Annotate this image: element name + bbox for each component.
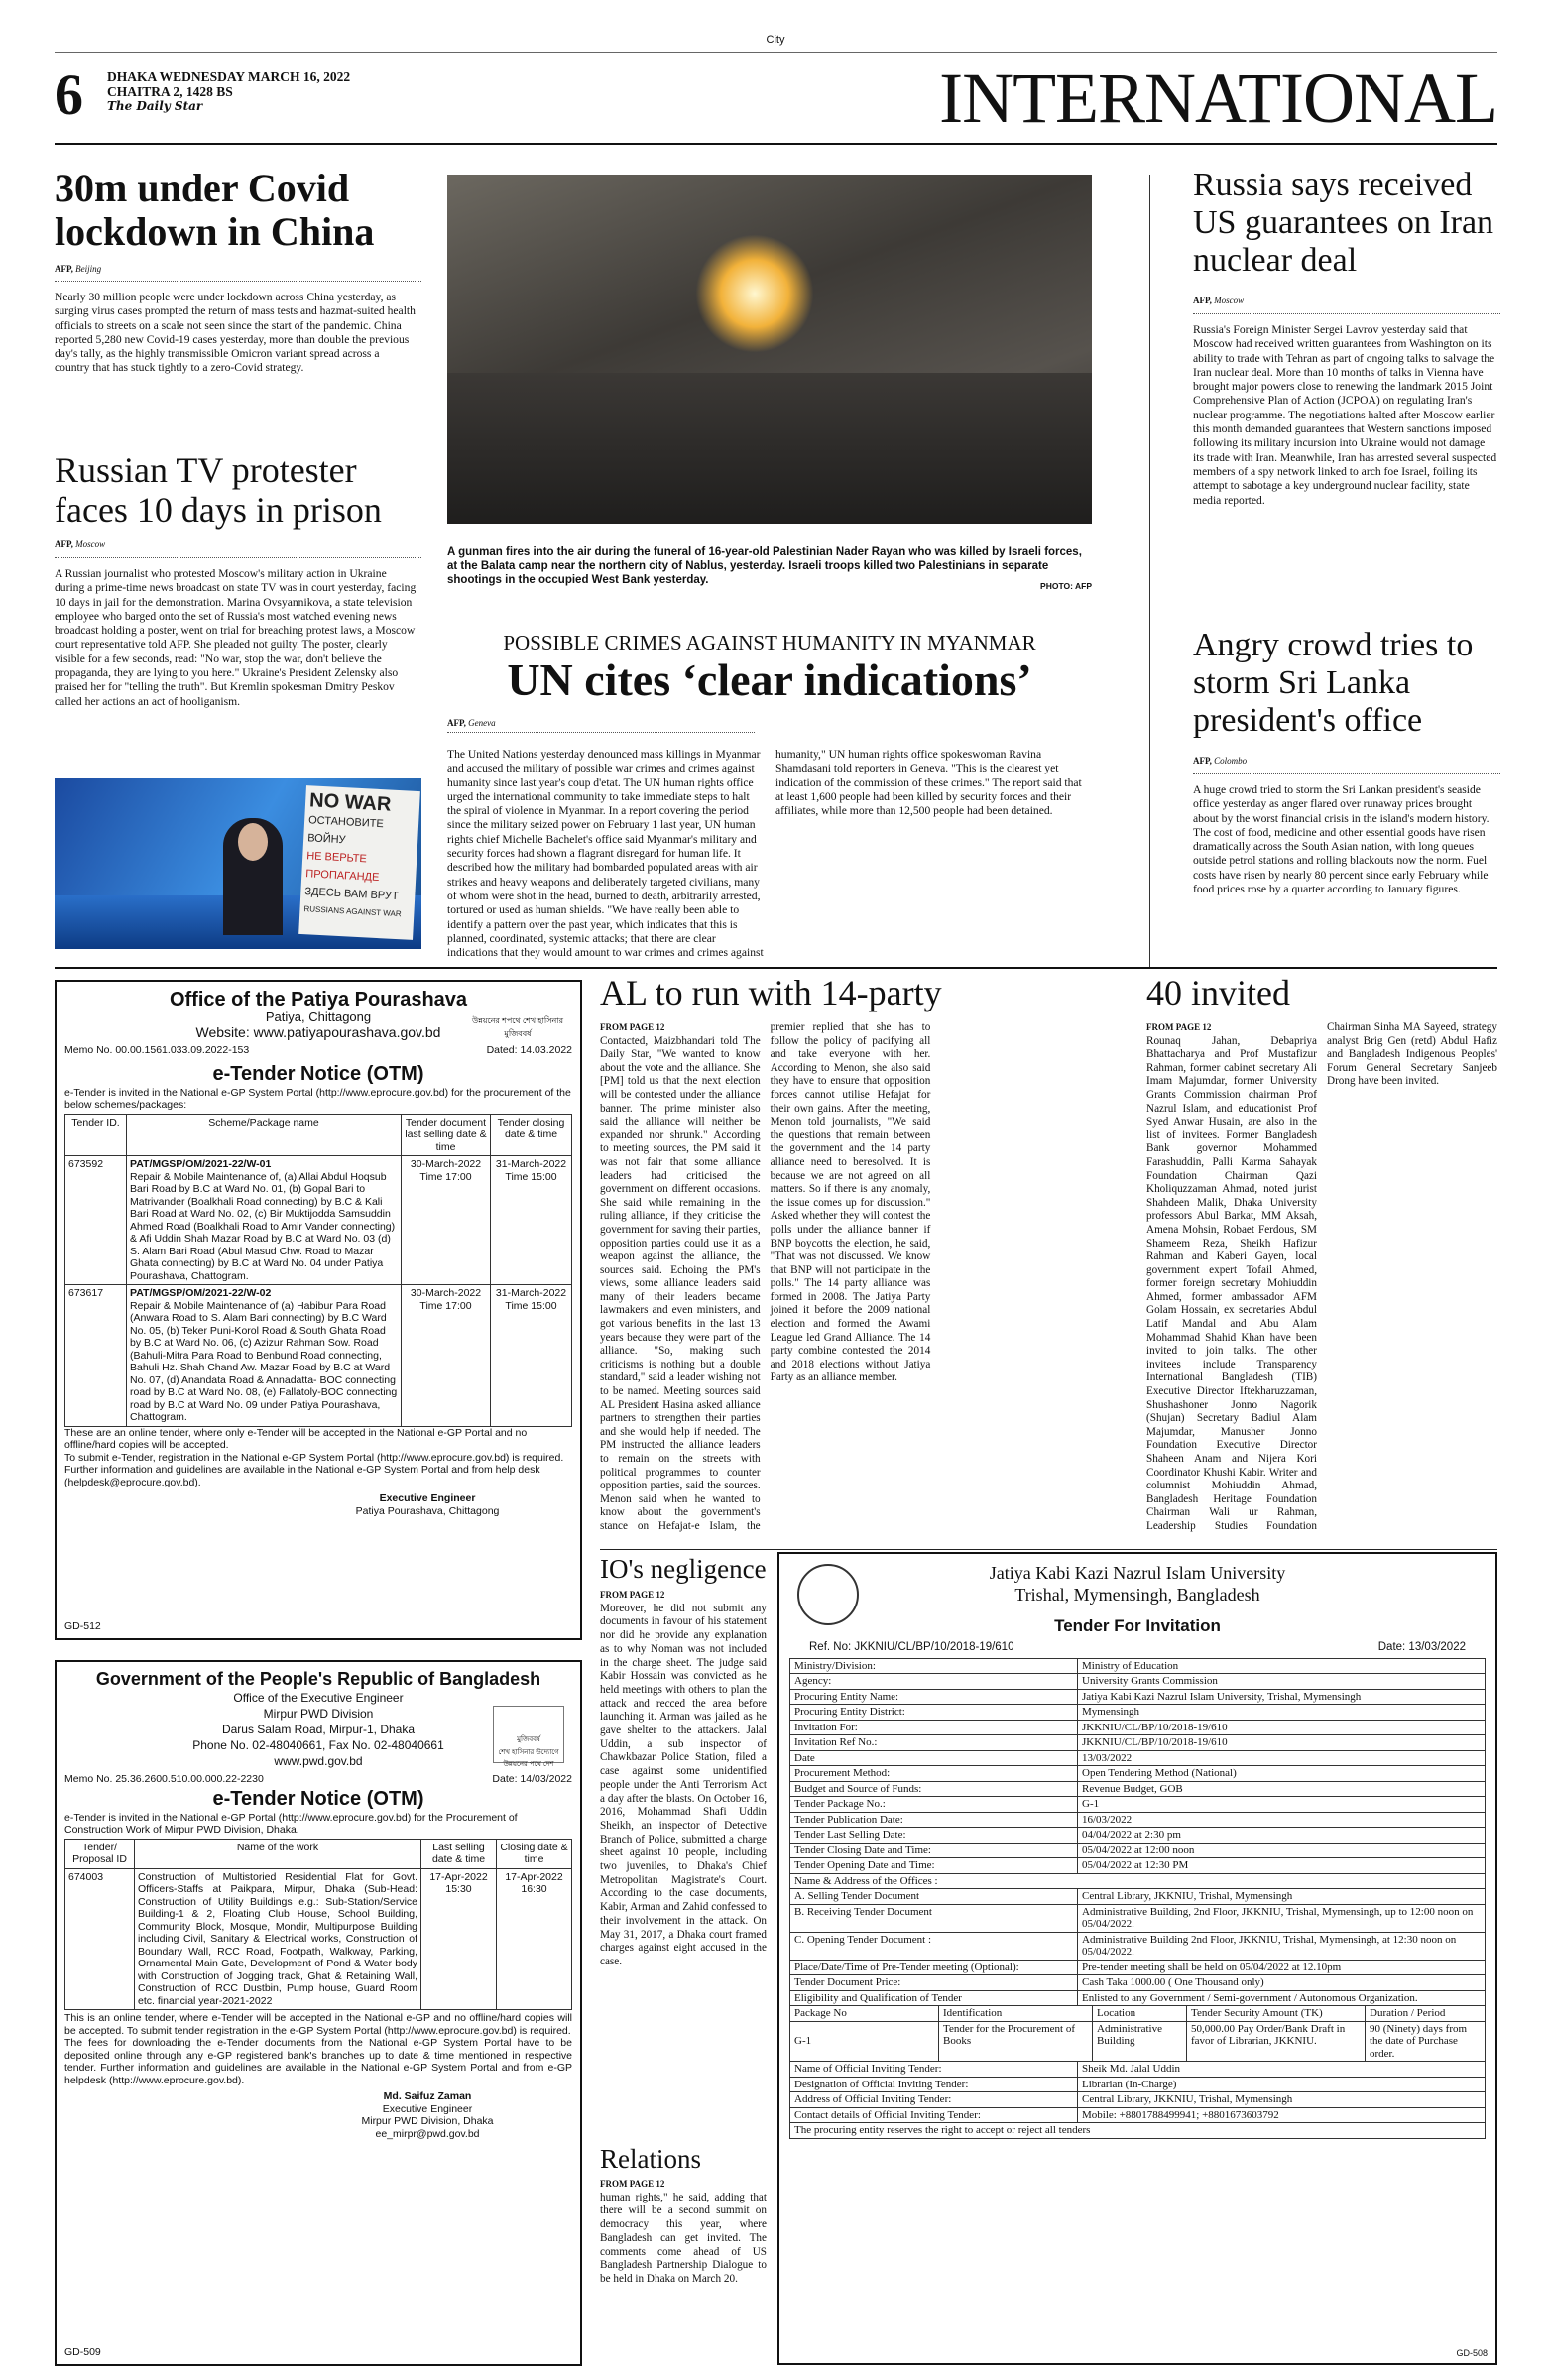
table-row: Tender Package No.: G-1 xyxy=(790,1797,1486,1813)
running-head: City xyxy=(766,34,785,46)
table-row: 674003 Construction of Multistoried Residential Flat for Govt. Officers-Staffs at Paikpara, Mirpur, Dhaka (Sub-Head: Construction of Utility Buildings e.g.: Sub-Station/Service Building-1 & 2, Floating Club House, School Building, Community Block, Mosque, Mondir, Multipurpose Building including Civil, Sanitary & Electrical works, Construction of Boundary Wall, RCC Road, Footpath, Walkway, Parking, Ornamental Main Gate, Development of Pond & Water body with Construction of Jogging track, Ghat & Retaining Wall, Construction of RCC Dustbin, Pump house, Guard Room etc. financial year-2021-2022 17-Apr-2022 15:30 17-Apr-2022 16:30 xyxy=(65,1868,572,2010)
article-lanka: A huge crowd tried to storm the Sri Lankan president's seaside office yesterday as anger flared over runaway prices brought about by the worst financial crisis in the island's modern history. The cost of food, medicine and other essential goods have risen dramatically across the South Asian nation, with long queues outside petrol stations and rolling blackouts now the norm. Fuel costs have risen by nearly 80 percent since early February while food prices rose by a quarter according to January figures. xyxy=(1193,783,1490,896)
table-row: Procuring Entity Name: Jatiya Kabi Kazi Nazrul Islam University, Trishal, Mymensingh xyxy=(790,1689,1486,1705)
headline-covid: 30m under Covid lockdown in China xyxy=(55,167,375,254)
article-relations: FROM PAGE 12 human rights," he said, adding that there will be a second summit on democracy this year, where Bangladesh can get invited. The comments come ahead of US Bangladesh Partnership Dialogue to be held in Dhaka on March 20. xyxy=(600,2179,767,2285)
headline-40: 40 invited xyxy=(1146,973,1290,1012)
ad-title: Office of the Patiya Pourashava xyxy=(169,989,468,1011)
page-number: 6 xyxy=(55,65,83,125)
article-un: The United Nations yesterday denounced mass killings in Myanmar and accused the military of possible war crimes and crimes against humanity since last year's coup d'etat. The UN human rights office urged the international community to take immediate steps to halt the spiral of violence in Myanmar. In a report covering the period since the military seized power on February 1 last year, UN human rights chief Michelle Bachelet's office said Myanmar's military and security forces had shown a flagrant disregard for human life. It described how the military had bombarded populated areas with air strikes and heavy weapons and deliberately targeted civilians, many of whom were shot in the head, burned to death, arbitrarily arrested, tortured or used as human shields. "We have really been able to identify a pattern over the past year, which indicates that this is planned, coordinated, systemic attacks; that there are clear indications that they would amount to war crimes and crimes against humanity," UN human rights office spokeswoman Ravina Shamdasani told reporters in Geneva. "This is the clearest yet indication of the commission of these crimes." The report said that at least 1,600 people had been killed by security forces and their affiliates, while more than 12,500 people had been detained. xyxy=(447,748,1082,960)
table-row: Address of Official Inviting Tender: Central Library, JKKNIU, Trishal, Mymensingh xyxy=(790,2092,1486,2108)
table-row: Invitation Ref No.: JKKNIU/CL/BP/10/2018-19/610 xyxy=(790,1735,1486,1751)
table-row: Date 13/03/2022 xyxy=(790,1750,1486,1766)
table-row: A. Selling Tender Document Central Library, JKKNIU, Trishal, Mymensingh xyxy=(790,1889,1486,1905)
ad-pwd-tender: Government of the People's Republic of Bangladesh Office of the Executive Engineer Mirpur PWD Division Darus Salam Road, Mirpur-1, Dhaka Phone No. 02-48040661, Fax No. 02-48040661 www.pwd.gov.bd মুজিববর্ষ শেখ হাসিনার উদ্যোগে উন্নয়নের পথে দেশ Memo No. 25.36.2600.510.00.000.22-2230 Date: 14/03/2022 e-Tender Notice (OTM) e-Tender is invited in the National e-GP Portal (http://www.eprocure.gov.bd) for the Procurement of Construction Work of Mirpur PWD Division, Dhaka. Tender/ Proposal ID Name of the work Last selling date & time Closing date & time 674003 Construction of Multistoried Residential Flat for Govt. Officers-Staffs at Paikpara, Mirpur, Dhaka (Sub-Head: Construction of Utility Buildings e.g.: Sub-Station/Service Building-1 & 2, Floating Club House, School Building, Community Block, Mosque, Mondir, Multipurpose Building including Civil, Sanitary & Electrical works, Construction of Boundary Wall, RCC Road, Footpath, Walkway, Parking, Ornamental Main Gate, Development of Pond & Water body with Construction of Jogging track, Ghat & Retaining Wall, Construction of RCC Dustbin, Pump house, Guard Room etc. financial year-2021-2022 17-Apr-2022 15:30 17-Apr-2022 16:30 This is an online tender, where e-Tender will be accepted in the National e-GP and no offline/hard copies will be accepted. To submit tender registration in the e-GP System Portal (http://www.eprocure.gov.bd) is required. The fees for downloading the e-Tender documents from the National e-GP System Portal have to be deposited online through any e-GP registered bank's branches up to date & time mentioned in respective tender. Further information and guidelines are available in the National e-GP System Portal and from e-GP helpdesk (http://www.eprocure.gov.bd). Md. Saifuz Zaman Executive Engineer Mirpur PWD Division, Dhaka ee_mirpr@pwd.gov.bd GD-509 xyxy=(55,1660,582,2366)
dateline xyxy=(107,69,424,114)
article-40: FROM PAGE 12 Rounaq Jahan, Debapriya Bhattacharya and Prof Mustafizur Rahman, former cabinet secretary Ali Imam Majumdar, former University Grants Commission chairman Prof Nazrul Islam, and educationist Prof Syed Anwar Husain, are also in the list of invitees. Former Bangladesh Bank governor Mohammed Farashuddin, Palli Karma Sahayak Foundation Chairman Qazi Kholiquzzaman Ahmad, noted jurist Shahdeen Malik, Dhaka University professors Abul Barkat, MM Aksah, Amena Mohsin, Robaet Ferdous, SM Shameem Reza, Sheikh Hafizur Rahman and Kaberi Gayen, local government expert Tofail Ahmed, former foreign secretary Mohiuddin Ahmed, former ambassador AFM Golam Hossain, ex secretaries Abdul Latif Mandal and Abu Alam Mohammad Shahid Khan have been invited to join talks. The other invitees include Transparency International Bangladesh (TIB) Executive Director Iftekharuzzaman, Shushashoner Jonno Nagorik (Shujan) Secretary Badiul Alam Majumdar, Manusher Jonno Foundation Executive Director Shaheen Anam and Nijera Kori Coordinator Khushi Kabir. Writer and columnist Mohiuddin Ahmad, Bangladesh Heritage Foundation Chairman Wali ur Rahman, Leadership Studies Foundation Chairman Sinha MA Sayeed, strategy analyst Brig Gen (retd) Abdul Hafiz and Bangladesh Indigenous Peoples' Forum General Secretary Sanjeeb Drong have been invited. xyxy=(1146,1021,1497,1532)
university-logo xyxy=(797,1564,859,1625)
article-al: FROM PAGE 12 Contacted, Maizbhandari told The Daily Star, "We wanted to know about the vote and the alliance. She [PM] told us that the next election will be contested under the alliance banner. The prime minister also said the alliance will neither be expanded nor shrunk." According to meeting sources, the PM said it was not fair that some alliance leaders had criticised the government on different occasions. She said while remaining in the ruling alliance, if they criticise the government for saving their parties, opposition parties could use it as a weapon against the alliance, the sources said. Echoing the PM's views, some alliance leaders said many of their leaders became lawmakers and even ministers, and got various benefits in the last 13 years because they were part of the alliance. "So, making such criticisms is nothing but a double standard," said a leader wishing not to be named. Meeting sources said AL President Hasina asked alliance partners to strengthen their parties and she would help if needed. The PM instructed the alliance leaders to remain on the streets with political programmes to counter opposition parties, said the sources. Menon said when he wanted to know about the government's stance on Hefajat-e Islam, the premier replied that she has to follow the policy of pacifying all and take everyone with her. According to Menon, she also said they have to ensure that opposition forces cannot utilise Hefajat for their own gains. After the meeting, Menon told journalists, "We said the questions that remain between the government and the 14 party alliance need to beresolved. It is because we are not agreed on all matters. So if there is any anomaly, the issue comes up for discussion." Asked whether they will contest the polls under the alliance banner if BNP boycotts the election, he said, "That was not discussed. We know that BNP will not participate in the polls." The 14 party alliance was formed in 2008. The Jatiya Party joined it before the 2009 national election and formed the Awami League led Grand Alliance. The 14 party combine contested the 2014 and 2018 elections without Jatiya Party as an alliance member. xyxy=(600,1021,931,1532)
table-row: 673592 PAT/MGSP/OM/2021-22/W-01 Repair & Mobile Maintenance of, (a) Allai Abdul Hoqsub Bari Road by B.C at Ward No. 01, (b) Gopal Bari to Matrivander (Boalkhali Road connecting) by B.C & Kali Bari Road at Ward No. 02, (c) Bir Muktijodda Samsuddin Ahmed Road (Boalkhali Road to Amir Vander connecting) & Afi Uddin Shah Mazar Road by B.C at Ward No. 03 (d) S. Alam Bari Road (Abul Masud Chw. Road to Mazar Ghata connecting) by B.C at Ward No. 04 under Patiya Pourashava, Chattogram. 30-March-2022 Time 17:00 31-March-2022 Time 15:00 xyxy=(65,1156,572,1285)
article-tv: A Russian journalist who protested Moscow's military action in Ukraine during a prime-time news broadcast on state TV was in court yesterday, facing 10 days in jail for the demonstration. Marina Ovsyannikova, a state television employee who barged onto the set of Russia's most watched evening news broadcast holding a poster, went on trial for breaching protest laws, a Moscow court representative told AFP. She pleaded not guilty. The poster, clearly visible for a few seconds, read: "No war, stop the war, don't believe the propaganda, they are lying to you here." Ukraine's President Zelensky also praised her for "telling the truth". But Kremlin spokesman Dmitry Peskov called her actions an act of hooliganism. xyxy=(55,567,417,708)
photo-caption: A gunman fires into the air during the funeral of 16-year-old Palestinian Nader Rayan who was killed by Israeli forces, at the Balata camp near the northern city of Nablus, yesterday. Israeli troops killed two Palestinians in separate shootings in the occupied West Bank yesterday. xyxy=(447,546,1082,586)
ad-website-link[interactable]: Website: www.patiyapourashava.gov.bd xyxy=(195,1023,441,1040)
headline-relations: Relations xyxy=(600,2144,701,2174)
table-row: 673617 PAT/MGSP/OM/2021-22/W-02 Repair & Mobile Maintenance of (a) Habibur Para Road (Anwara Road to S. Alam Bari connecting) by B.C Ward No. 05, (b) Teker Puni-Korol Road & South Ghata Road by B.C at Ward No. 06, (c) Azizur Rahman Sow. Road (Bahuli-Mitra Para Road to Benbund Road connecting, Bahuli Hz. Shah Chand Aw. Mazar Road by B.C at Ward No. 07, (d) Anandata Road & Annadatta- BOC connecting road by B.C at Ward No. 08, (e) Fallatoly-BOC connecting road by B.C at Ward No. 09 under Patiya Pourashava, Chattogram. 30-March-2022 Time 17:00 31-March-2022 Time 15:00 xyxy=(65,1285,572,1427)
table-row: Budget and Source of Funds: Revenue Budget, GOB xyxy=(790,1781,1486,1797)
table-row: C. Opening Tender Document : Administrative Building 2nd Floor, JKKNIU, Trishal, Mymensingh, at 12:30 noon on 05/04/2022. xyxy=(790,1932,1486,1960)
pwd-website-link[interactable]: www.pwd.gov.bd xyxy=(274,1754,363,1768)
table-row: G-1 Tender for the Procurement of Books Administrative Building 50,000.00 Pay Order/Bank Draft in favor of Librarian, JKKNIU. 90 (Ninety) days from the date of Purchase order. xyxy=(790,2021,1486,2062)
table-row: Invitation For: JKKNIU/CL/BP/10/2018-19/610 xyxy=(790,1720,1486,1735)
table-row: Ministry/Division: Ministry of Education xyxy=(790,1658,1486,1674)
funeral-photo xyxy=(447,175,1092,524)
headline-al: AL to run with 14-party xyxy=(600,973,942,1012)
headline-tv: Russian TV protester faces 10 days in prison xyxy=(55,450,382,530)
byline-lanka: AFP, Colombo xyxy=(1193,756,1248,766)
photo-credit: PHOTO: AFP xyxy=(1040,581,1092,591)
table-row: Tender Opening Date and Time: 05/04/2022 at 12:30 PM xyxy=(790,1858,1486,1874)
mujib-logo: মুজিববর্ষ শেখ হাসিনার উদ্যোগে উন্নয়নের পথে দেশ xyxy=(493,1706,564,1763)
jkkniu-package-table: Package No Identification Location Tender Security Amount (TK) Duration / Period G-1 Tender for the Procurement of Books Administrative Building 50,000.00 Pay Order/Bank Draft in favor of Librarian, JKKNIU. 90 (Ninety) days from the date of Purchase order. xyxy=(789,2005,1486,2062)
article-covid: Nearly 30 million people were under lockdown across China yesterday, as surging virus cases prompted the return of mass tests and hazmat-suited health officials to streets on a scale not seen since the start of the pandemic. China reported 5,280 new Covid-19 cases yesterday, more than double the previous day's tally, as the highly transmissible Omicron variant spread across a country that has stuck tightly to a zero-Covid strategy. xyxy=(55,291,416,375)
table-row: Agency: University Grants Commission xyxy=(790,1674,1486,1690)
byline-covid: AFP, Beijing xyxy=(55,264,102,274)
ad-seal: উন্নয়নের শপথে শেখ হাসিনার মুজিববর্ষ xyxy=(472,1016,563,1038)
bangla-date: CHAITRA 2, 1428 BS xyxy=(107,84,233,99)
headline-un: UN cites ‘clear indications’ xyxy=(507,654,1032,705)
headline-iran: Russia says received US guarantees on Iran nuclear deal xyxy=(1193,167,1494,279)
paper-logo: The Daily Star xyxy=(107,99,203,113)
article-iran: Russia's Foreign Minister Sergei Lavrov yesterday said that Moscow had received written guarantees from Washington on its ability to trade with Tehran as part of ongoing talks to salvage the Iran nuclear deal. More than 10 months of talks in Vienna have brought major powers close to renewing the landmark 2015 Joint Comprehensive Plan of Action (JCPOA) on regulating Iran's nuclear programme. The negotiations halted after Moscow earlier this month demanded guarantees that Western sanctions imposed following its military incursion into Ukraine would not damage its trade with Iran. Meanwhile, Iran has arrested several suspected members of a spy network linked to arch foe Israel, foiling its attempt to sabotage a key underground nuclear facility, state media reported. xyxy=(1193,323,1497,507)
table-row: Place/Date/Time of Pre-Tender meeting (Optional): Pre-tender meeting shall be held on 05/04/2022 at 12.10pm xyxy=(790,1960,1486,1975)
ad-patiya-tender: Office of the Patiya Pourashava Patiya, Chittagong উন্নয়নের শপথে শেখ হাসিনার মুজিববর্ষ Website: www.patiyapourashava.gov.bd Memo No. 00.00.1561.033.09.2022-153 Dated: 14.03.2022 e-Tender Notice (OTM) e-Tender is invited in the National e-GP System Portal (http://www.eprocure.gov.bd) for the procurement of the below schemes/packages: Tender ID. Scheme/Package name Tender document last selling date & time Tender closing date & time 673592 PAT/MGSP/OM/2021-22/W-01 Repair & Mobile Maintenance of, (a) Allai Abdul Hoqsub Bari Road by B.C at Ward No. 01, (b) Gopal Bari to Matrivander (Boalkhali Road connecting) by B.C & Kali Bari Road at Ward No. 02, (c) Bir Muktijodda Samsuddin Ahmed Road (Boalkhali Road to Amir Vander connecting) & Afi Uddin Shah Mazar Road by B.C at Ward No. 03 (d) S. Alam Bari Road (Abul Masud Chw. Road to Mazar Ghata connecting) by B.C at Ward No. 04 under Patiya Pourashava, Chattogram. 30-March-2022 Time 17:00 31-March-2022 Time 15:00 673617 PAT/MGSP/OM/2021-22/W-02 Repair & Mobile Maintenance of (a) Habibur Para Road (Anwara Road to S. Alam Bari connecting) by B.C Ward No. 05, (b) Teker Puni-Korol Road & South Ghata Road by B.C at Ward No. 06, (c) Azizur Rahman Sow. Road (Bahuli-Mitra Para Road to Benbund Road connecting, Bahuli Hz. Shah Chand Aw. Mazar Road by B.C at Ward No. 07, (d) Anandata Road & Annadatta- BOC connecting road by B.C at Ward No. 08, (e) Fallatoly-BOC connecting road by B.C at Ward No. 09 under Patiya Pourashava, Chattogram. 30-March-2022 Time 17:00 31-March-2022 Time 15:00 These are an online tender, where only e-Tender will be accepted in the National e-GP Portal and no offline/hard copies will be accepted. To submit e-Tender, registration in the National e-GP System Portal (http://www.eprocure.gov.bd) is required. Further information and guidelines are available in the National e-GP System Portal and from help desk (helpdesk@eprocure.gov.bd). Executive Engineer Patiya Pourashava, Chittagong GD-512 xyxy=(55,980,582,1640)
patiya-tender-table: Tender ID. Scheme/Package name Tender document last selling date & time Tender closing date & time 673592 PAT/MGSP/OM/2021-22/W-01 Repair & Mobile Maintenance of, (a) Allai Abdul Hoqsub Bari Road by B.C at Ward No. 01, (b) Gopal Bari to Matrivander (Boalkhali Road connecting) by B.C & Kali Bari Road at Ward No. 02, (c) Bir Muktijodda Samsuddin Ahmed Road (Boalkhali Road to Amir Vander connecting) & Afi Uddin Shah Mazar Road by B.C at Ward No. 03 (d) S. Alam Bari Road (Abul Masud Chw. Road to Mazar Ghata connecting) by B.C at Ward No. 04 under Patiya Pourashava, Chattogram. 30-March-2022 Time 17:00 31-March-2022 Time 15:00 673617 PAT/MGSP/OM/2021-22/W-02 Repair & Mobile Maintenance of (a) Habibur Para Road (Anwara Road to S. Alam Bari connecting) by B.C Ward No. 05, (b) Teker Puni-Korol Road & South Ghata Road by B.C at Ward No. 06, (c) Azizur Rahman Sow. Road (Bahuli-Mitra Para Road to Benbund Road connecting, Bahuli Hz. Shah Chand Aw. Mazar Road by B.C at Ward No. 07, (d) Anandata Road & Annadatta- BOC connecting road by B.C at Ward No. 08, (e) Fallatoly-BOC connecting road by B.C at Ward No. 09 under Patiya Pourashava, Chattogram. 30-March-2022 Time 17:00 31-March-2022 Time 15:00 xyxy=(64,1114,572,1427)
table-row: B. Receiving Tender Document Administrative Building, 2nd Floor, JKKNIU, Trishal, Mymensingh, up to 12:00 noon on 05/04/2022. xyxy=(790,1904,1486,1932)
byline-iran: AFP, Moscow xyxy=(1193,296,1245,305)
headline-io: IO's negligence xyxy=(600,1554,767,1584)
byline-tv: AFP, Moscow xyxy=(55,539,106,549)
jkkniu-tender-table: Ministry/Division: Ministry of Education Agency: University Grants Commission Procuring Entity Name: Jatiya Kabi Kazi Nazrul Islam University, Trishal, Mymensingh Procuring Entity District: Mymensingh Invitation For: JKKNIU/CL/BP/10/2018-19/610 Invitation Ref No.: JKKNIU/CL/BP/10/2018-19/610 Date 13/03/2022 Procurement Method: Open Tendering Method (National) Budget and Source of Funds: Revenue Budget, GOB Tender Package No.: G-1 Tender Publication Date: 16/03/2022 Tender Last Selling Date: 04/04/2022 at 2:30 pm Tender Closing Date and Time: 05/04/2022 at 12:00 noon Tender Opening Date and Time: 05/04/2022 at 12:30 PM Name & Address of the Offices : A. Selling Tender Document Central Library, JKKNIU, Trishal, Mymensingh B. Receiving Tender Document Administrative Building, 2nd Floor, JKKNIU, Trishal, Mymensingh, up to 12:00 noon on 05/04/2022. C. Opening Tender Document : Administrative Building 2nd Floor, JKKNIU, Trishal, Mymensingh, at 12:30 noon on 05/04/2022. Place/Date/Time of Pre-Tender meeting (Optional): Pre-tender meeting shall be held on 05/04/2022 at 12.10pm Tender Document Price: Cash Taka 1000.00 ( One Thousand only) Eligibility and Qualification of Tender Enlisted to any Government / Semi-government / Autonomous Organization. xyxy=(789,1658,1486,2007)
table-row: Procurement Method: Open Tendering Method (National) xyxy=(790,1766,1486,1782)
table-row: Contact details of Official Inviting Tender: Mobile: +8801788499941; +8801673603792 xyxy=(790,2107,1486,2123)
headline-lanka: Angry crowd tries to storm Sri Lanka president's office xyxy=(1193,627,1474,739)
pwd-tender-table: Tender/ Proposal ID Name of the work Last selling date & time Closing date & time 674003 Construction of Multistoried Residential Flat for Govt. Officers-Staffs at Paikpara, Mirpur, Dhaka (Sub-Head: Construction of Utility Buildings e.g.: Sub-Station/Service Building-1 & 2, Floating Club House, School Building, Community Block, Mosque, Mondir, Multipurpose Building including Civil, Sanitary & Electrical works, Construction of Boundary Wall, RCC Road, Footpath, Walkway, Parking, Ornamental Main Gate, Development of Pond & Water body with Construction of Jogging track, Ghat & Retaining Wall, Construction of RCC Dustbin, Pump house, Guard Room etc. financial year-2021-2022 17-Apr-2022 15:30 17-Apr-2022 16:30 xyxy=(64,1839,572,2011)
issue-date: DHAKA WEDNESDAY MARCH 16, 2022 xyxy=(107,69,351,84)
ad-jkkniu-tender: Jatiya Kabi Kazi Nazrul Islam University Trishal, Mymensingh, Bangladesh Tender For Invitation Ref. No: JKKNIU/CL/BP/10/2018-19/610 Date: 13/03/2022 Ministry/Division: Ministry of Education Agency: University Grants Commission Procuring Entity Name: Jatiya Kabi Kazi Nazrul Islam University, Trishal, Mymensingh Procuring Entity District: Mymensingh Invitation For: JKKNIU/CL/BP/10/2018-19/610 Invitation Ref No.: JKKNIU/CL/BP/10/2018-19/610 Date 13/03/2022 Procurement Method: Open Tendering Method (National) Budget and Source of Funds: Revenue Budget, GOB Tender Package No.: G-1 Tender Publication Date: 16/03/2022 Tender Last Selling Date: 04/04/2022 at 2:30 pm Tender Closing Date and Time: 05/04/2022 at 12:00 noon Tender Opening Date and Time: 05/04/2022 at 12:30 PM Name & Address of the Offices : A. Selling Tender Document Central Library, JKKNIU, Trishal, Mymensingh B. Receiving Tender Document Administrative Building, 2nd Floor, JKKNIU, Trishal, Mymensingh, up to 12:00 noon on 05/04/2022. C. Opening Tender Document : Administrative Building 2nd Floor, JKKNIU, Trishal, Mymensingh, at 12:30 noon on 05/04/2022. Place/Date/Time of Pre-Tender meeting (Optional): Pre-tender meeting shall be held on 05/04/2022 at 12.10pm Tender Document Price: Cash Taka 1000.00 ( One Thousand only) Eligibility and Qualification of Tender Enlisted to any Government / Semi-government / Autonomous Organization. Package No Identification Location Tender Security Amount (TK) Duration / Period G-1 Tender for the Procurement of Books Administrative Building 50,000.00 Pay Order/Bank Draft in favor of Librarian, JKKNIU. 90 (Ninety) days from the date of Purchase order. Name of Official Inviting Tender: Sheik Md. Jalal Uddin Designation of Official Inviting Tender: Librarian (In-Charge) Address of Official Inviting Tender: Central Library, JKKNIU, Trishal, Mymensingh Contact details of Official Inviting Tender: Mobile: +8801788499941; +8801673603792 The procuring entity reserves the right to accept or reject all tenders GD-508 xyxy=(777,1552,1497,2365)
tv-broadcast-photo xyxy=(55,778,421,949)
protest-poster: NO WAR ОСТАНОВИТЕ ВОЙНУ НЕ ВЕРЬТЕ ПРОПАГАНДЕ ЗДЕСЬ ВАМ ВРУТ RUSSIANS AGAINST WAR xyxy=(298,785,420,940)
table-row: Tender Document Price: Cash Taka 1000.00 ( One Thousand only) xyxy=(790,1975,1486,1991)
table-row: Designation of Official Inviting Tender: Librarian (In-Charge) xyxy=(790,2077,1486,2092)
table-row: Eligibility and Qualification of Tender Enlisted to any Government / Semi-government / Autonomous Organization. xyxy=(790,1990,1486,2006)
section-title: INTERNATIONAL xyxy=(939,60,1497,137)
byline-un: AFP, Geneva xyxy=(447,718,496,728)
table-row: Tender Last Selling Date: 04/04/2022 at 2:30 pm xyxy=(790,1828,1486,1844)
table-row: Tender Closing Date and Time: 05/04/2022 at 12:00 noon xyxy=(790,1843,1486,1858)
kicker-un: POSSIBLE CRIMES AGAINST HUMANITY IN MYANMAR xyxy=(503,631,1036,654)
table-row: Tender Publication Date: 16/03/2022 xyxy=(790,1812,1486,1828)
table-row: Name of Official Inviting Tender: Sheik Md. Jalal Uddin xyxy=(790,2062,1486,2078)
table-row: Procuring Entity District: Mymensingh xyxy=(790,1705,1486,1721)
article-io: FROM PAGE 12 Moreover, he did not submit any documents in favour of his statement nor did he provide any explanation as to why Noman was not included in the charge sheet. The judge said Kabir Hossain was convicted as he held meetings with others to plan the attack and recced the area before launching it. Arman was jailed as he gave shelter to the attackers. Jalal Uddin, a sub inspector of Chawkbazar Police Station, filed a case against some unidentified people under the Anti Terrorism Act a day after the blasts. On October 16, 2016, Mohammad Shafi Uddin Sheikh, an inspector of Detective Branch of Police, submitted a charge sheet against 10 people, including two juveniles, to Dhaka's Chief Metropolitan Magistrate's Court. According to the case documents, Kabir, Arman and Zahid confessed to their involvement in the attack. On May 31, 2017, a Dhaka court framed charges against eight accused in the case. xyxy=(600,1590,767,1967)
